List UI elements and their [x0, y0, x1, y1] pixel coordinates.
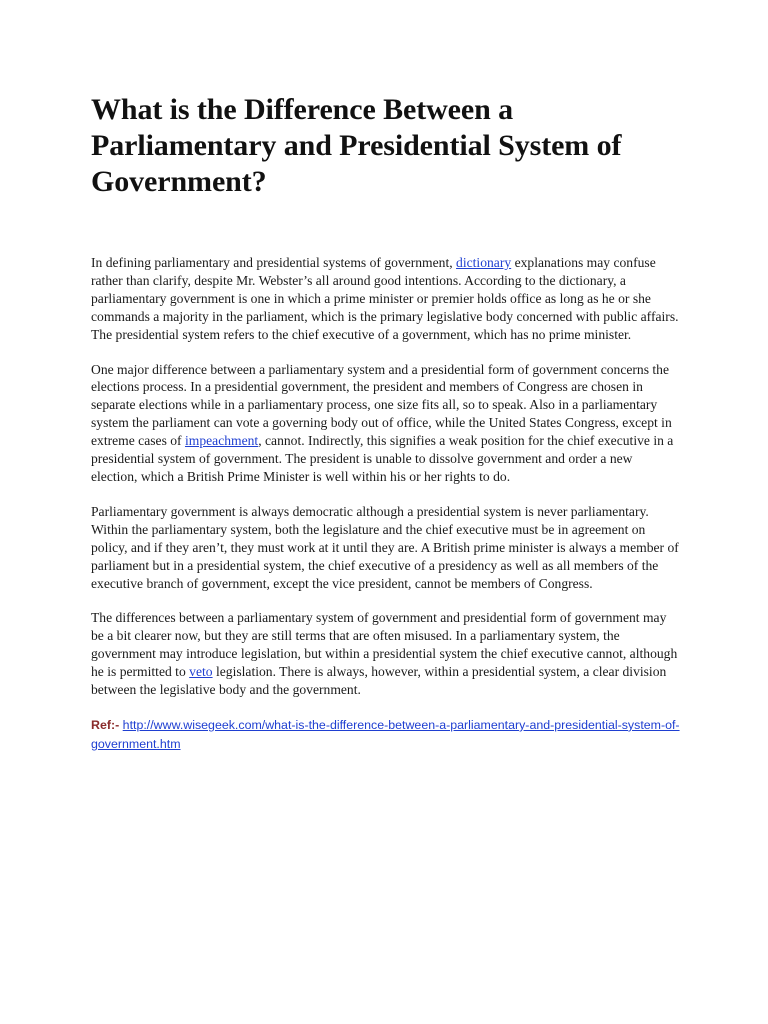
inline-link-impeachment[interactable]: impeachment — [184, 433, 259, 449]
paragraph-text: Parliamentary government is always democratic although a presidential system is never parliamentary. Within the parliamentary system, both the legislature and the chief executive must be in agreement on policy, and if they aren’t, they must work at it until they are. A British prime minister is always a member of parliament but in a presidential system, the chief executive of a presidency as well as all members of the executive branch of government, except the vice president, cannot be members of Congress. — [91, 503, 679, 591]
paragraph-text: One major difference between a parliamentary system and a presidential form of government concerns the elections process. In a presidential government, the president and members of Congress are chosen in separate elections while in a parliamentary process, one size fits all, so to speak. Also in a parliamentary system the parliament can vote a governing body out of office, while the United States Congress, except in extreme cases of — [91, 361, 672, 449]
article-title: What is the Difference Between a Parliamentary and Presidential System of Government? — [91, 93, 622, 198]
paragraph-3 — [91, 503, 681, 593]
paragraph-text: , cannot. Indirectly, this signifies a weak position for the chief executive in a presidential system of government. The president is unable to dissolve government and order a new election, which a British Prime Minister is well within his or her rights to do. — [91, 433, 674, 484]
paragraph-text: The differences between a parliamentary system of government and presidential form of government may be a bit clearer now, but they are still terms that are often misused. In a parliamentary system, the government may introduce legislation, but within a presidential system the chief executive cannot, although he is permitted to — [91, 610, 678, 680]
paragraph-4 — [91, 609, 681, 699]
paragraph-1 — [91, 254, 681, 344]
reference-label: Ref:- — [91, 717, 120, 732]
paragraph-text: In defining parliamentary and presidential systems of government, — [91, 255, 457, 270]
paragraph-2 — [91, 361, 681, 486]
inline-link-dictionary[interactable]: dictionary — [456, 255, 512, 270]
article-content — [91, 92, 681, 754]
paragraph-text: legislation. There is always, however, within a presidential system, a clear division between the legislative body and the government. — [91, 664, 667, 698]
inline-link-veto[interactable]: veto — [189, 664, 213, 680]
reference-link[interactable]: http://www.wisegeek.com/what-is-the-difference-between-a-parliamentary-and-presidential-system-of-government.htm — [91, 717, 680, 751]
reference-line — [91, 716, 681, 754]
paragraph-text: explanations may confuse rather than clarify, despite Mr. Webster’s all around good intentions. According to the dictionary, a parliamentary government is one in which a prime minister or premier holds office as long as he or she commands a majority in the parliament, which is the primary legislative body concerned with public affairs. The presidential system refers to the chief executive of a government, which has no prime minister. — [91, 255, 679, 342]
